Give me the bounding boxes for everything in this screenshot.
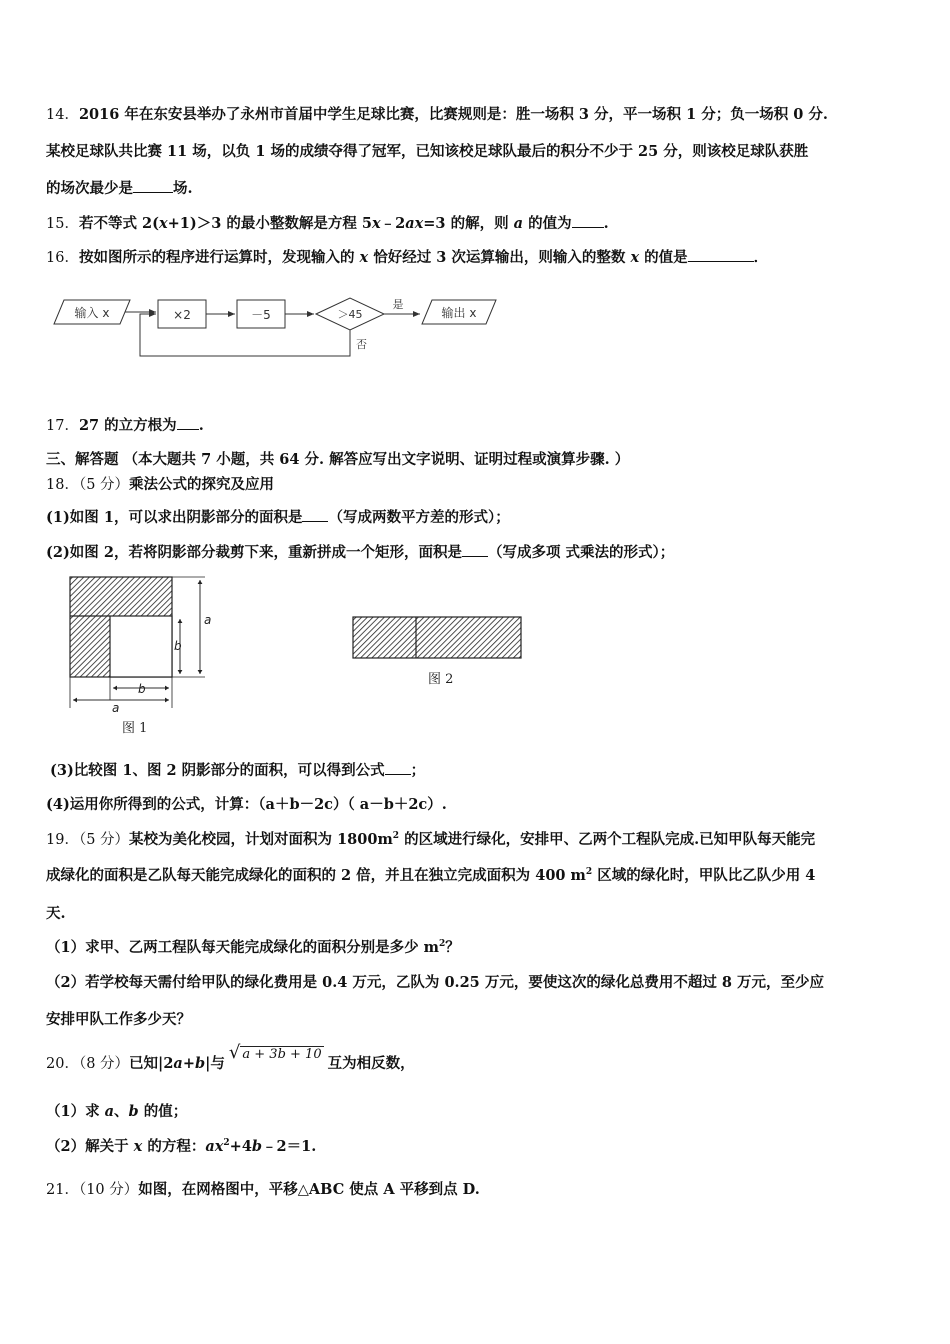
section-3-heading: 三、解答题 （本大题共 7 小题，共 64 分. 解答应写出文字说明、证明过程或演算步骤. ） bbox=[46, 451, 630, 468]
q19-number: 19． bbox=[46, 832, 79, 848]
q20-var-a: a bbox=[173, 1055, 183, 1072]
q20-p2-var-x: x bbox=[133, 1138, 143, 1155]
q18-p3-text-a: (3)比较图 1、图 2 阴影部分的面积，可以得到公式 bbox=[50, 762, 385, 779]
q18-p3-blank[interactable] bbox=[385, 760, 411, 775]
q18-part-3 bbox=[50, 759, 425, 780]
q14-line-2: 某校足球队共比赛 11 场，以负 1 场的成绩夺得了冠军，已知该校足球队最后的积分不少于 25 分，则该校足球队获胜 bbox=[46, 143, 809, 160]
q15-text-a: 若不等式 2( bbox=[78, 215, 159, 232]
q21-text: 如图，在网格图中，平移△ABC 使点 A 平移到点 D. bbox=[138, 1181, 480, 1198]
q20-text-a: 已知|2 bbox=[129, 1055, 174, 1072]
q20-text-b: |与 bbox=[205, 1055, 225, 1072]
q19-part-2: （2）若学校每天需付给甲队的绿化费用是 0.4 万元，乙队为 0.25 万元，要使这次的绿化总费用不超过 8 万元，至少应 bbox=[46, 974, 825, 991]
q20-p1-text-c: 的值； bbox=[138, 1103, 188, 1120]
flow-output-label: 输出 x bbox=[441, 306, 477, 320]
q16-text-c: 的值是 bbox=[639, 249, 688, 266]
q16-number: 16． bbox=[46, 250, 79, 266]
flow-multiply-label: ×2 bbox=[173, 308, 191, 322]
q16-var-x1: x bbox=[359, 249, 369, 266]
q20-score: （8 分） bbox=[78, 1056, 130, 1072]
q14-line-3 bbox=[46, 177, 193, 198]
q14-number: 14． bbox=[46, 107, 79, 123]
q16-line bbox=[46, 246, 768, 267]
flow-input-label: 输入 x bbox=[74, 306, 110, 320]
fig1-caption: 图 1 bbox=[122, 721, 148, 736]
q15-text-c: ﹣2 bbox=[380, 215, 406, 232]
q15-end: . bbox=[603, 215, 609, 232]
q19-text-1a: 某校为美化校园，计划对面积为 1800m bbox=[129, 831, 393, 848]
q21-line bbox=[46, 1178, 480, 1199]
q15-var-a: a bbox=[513, 215, 524, 232]
q20-plus: + bbox=[182, 1055, 195, 1072]
q20-p2-var-ax: ax bbox=[205, 1138, 224, 1155]
q20-sqrt-radicand: a + 3b + 10 bbox=[242, 1047, 322, 1062]
q18-title-line bbox=[46, 473, 274, 494]
q19-text-2a: 成绿化的面积是乙队每天能完成绿化的面积的 2 倍，并且在独立完成面积为 400 m bbox=[46, 867, 586, 884]
q16-text-a: 按如图所示的程序进行运算时，发现输入的 bbox=[78, 249, 360, 266]
q20-sqrt-expression: √ a + 3b + 10 bbox=[228, 1042, 322, 1063]
q20-p2-var-b: b bbox=[251, 1138, 263, 1155]
q20-part-1 bbox=[46, 1100, 187, 1121]
q20-number: 20． bbox=[46, 1056, 79, 1072]
q17-text: 27 的立方根为 bbox=[78, 417, 177, 434]
fig1-label-b-bottom: b bbox=[138, 682, 146, 696]
q20-part-2 bbox=[46, 1135, 316, 1156]
q20-p1-text-a: （1）求 bbox=[46, 1103, 105, 1120]
q15-var-x2: x bbox=[371, 215, 381, 232]
q19-p1-text-a: （1）求甲、乙两工程队每天能完成绿化的面积分别是多少 m bbox=[46, 939, 439, 956]
q19-sup-1: 2 bbox=[392, 831, 400, 842]
q19-line-2 bbox=[46, 864, 815, 885]
q18-p2-blank[interactable] bbox=[462, 542, 488, 557]
q19-text-1b: 的区域进行绿化，安排甲、乙两个工程队完成.已知甲队每天能完 bbox=[399, 831, 816, 848]
fig1-label-b-right: b bbox=[174, 639, 182, 653]
q20-p2-text-a: （2）解关于 bbox=[46, 1138, 134, 1155]
q20-var-b: b bbox=[194, 1055, 206, 1072]
flow-condition-label: ＞45 bbox=[337, 308, 363, 321]
q20-p2-text-b: 的方程： bbox=[142, 1138, 206, 1155]
q15-text-e: 的值为 bbox=[523, 215, 572, 232]
q19-text-2b: 区域的绿化时，甲队比乙队少用 4 bbox=[592, 867, 816, 884]
q16-var-x2: x bbox=[630, 249, 640, 266]
q16-end: ． bbox=[753, 249, 769, 266]
q19-part-1 bbox=[46, 936, 460, 957]
q14-text-3b: 场. bbox=[173, 180, 193, 197]
q21-score: （10 分） bbox=[78, 1182, 139, 1198]
q18-title: 乘法公式的探究及应用 bbox=[129, 476, 275, 493]
q16-answer-blank[interactable] bbox=[688, 247, 754, 262]
q19-sup-2: 2 bbox=[585, 867, 593, 878]
q20-p2-sup: 2 bbox=[223, 1138, 230, 1149]
flow-minus-label: －5 bbox=[251, 308, 271, 322]
q17-answer-blank[interactable] bbox=[177, 415, 199, 430]
q18-part-4: (4)运用你所得到的公式，计算：（a＋b－2c）（ a－b＋2c）. bbox=[46, 796, 447, 813]
q20-p1-var-a: a bbox=[104, 1103, 115, 1120]
q18-p1-text-b: （写成两数平方差的形式）； bbox=[328, 509, 510, 526]
q18-p1-blank[interactable] bbox=[302, 507, 328, 522]
q19-line-3: 天. bbox=[46, 905, 66, 922]
flow-yes-label: 是 bbox=[392, 298, 404, 311]
q20-p2-text-c: +4 bbox=[229, 1138, 252, 1155]
q15-answer-blank[interactable] bbox=[572, 213, 604, 228]
q21-number: 21． bbox=[46, 1182, 79, 1198]
flow-loop-line bbox=[140, 314, 350, 356]
q14-answer-blank[interactable] bbox=[133, 178, 173, 193]
q18-p3-text-b: ； bbox=[410, 762, 426, 779]
q17-line bbox=[46, 414, 204, 435]
q18-p2-text-a: (2)如图 2，若将阴影部分裁剪下来，重新拼成一个矩形，面积是 bbox=[46, 544, 462, 561]
q20-p1-var-b: b bbox=[128, 1103, 139, 1120]
q19-part-3: 安排甲队工作多少天？ bbox=[46, 1011, 191, 1028]
q15-line bbox=[46, 212, 609, 233]
q18-figure-1 bbox=[60, 572, 220, 742]
q14-line-1 bbox=[46, 103, 828, 124]
q14-text-3a: 的场次最少是 bbox=[46, 180, 133, 197]
q16-text-b: 恰好经过 3 次运算输出，则输入的整数 bbox=[368, 249, 631, 266]
q19-line-1 bbox=[46, 828, 815, 849]
q18-p1-text-a: (1)如图 1，可以求出阴影部分的面积是 bbox=[46, 509, 303, 526]
q15-text-d: =3 的解，则 bbox=[423, 215, 514, 232]
q15-number: 15． bbox=[46, 216, 79, 232]
flow-no-label: 否 bbox=[356, 338, 367, 351]
q19-p1-text-b: ？ bbox=[445, 939, 460, 956]
q15-text-b: +1)＞3 的最小整数解是方程 5 bbox=[167, 215, 372, 232]
q20-p1-text-b: 、 bbox=[114, 1103, 129, 1120]
q18-part-2 bbox=[46, 541, 674, 562]
q19-p1-sup: 2 bbox=[438, 939, 446, 950]
q15-var-ax: ax bbox=[405, 215, 424, 232]
fig2-rectangle bbox=[353, 617, 521, 658]
q20-text-c: 互为相反数， bbox=[327, 1055, 415, 1072]
q15-var-x1: x bbox=[158, 215, 168, 232]
q19-score: （5 分） bbox=[78, 832, 130, 848]
q20-line bbox=[46, 1042, 415, 1073]
q20-p2-text-d: ﹣2＝1. bbox=[262, 1138, 317, 1155]
q17-number: 17． bbox=[46, 418, 79, 434]
q18-score: （5 分） bbox=[78, 477, 130, 493]
q17-end: . bbox=[198, 417, 204, 434]
fig1-label-a-right: a bbox=[204, 613, 212, 627]
q18-part-1 bbox=[46, 506, 510, 527]
fig1-label-a-bottom: a bbox=[112, 701, 120, 715]
fig1-inner-square bbox=[110, 616, 172, 677]
q18-number: 18． bbox=[46, 477, 79, 493]
q16-flowchart bbox=[52, 292, 502, 364]
q18-figure-2 bbox=[340, 610, 540, 692]
fig2-caption: 图 2 bbox=[428, 672, 454, 687]
q18-p2-text-b: （写成多项 式乘法的形式）； bbox=[487, 544, 675, 561]
q14-text-1: 2016 年在东安县举办了永州市首届中学生足球比赛，比赛规则是：胜一场积 3 分，平一场积 1 分；负一场积 0 分. bbox=[78, 106, 828, 123]
